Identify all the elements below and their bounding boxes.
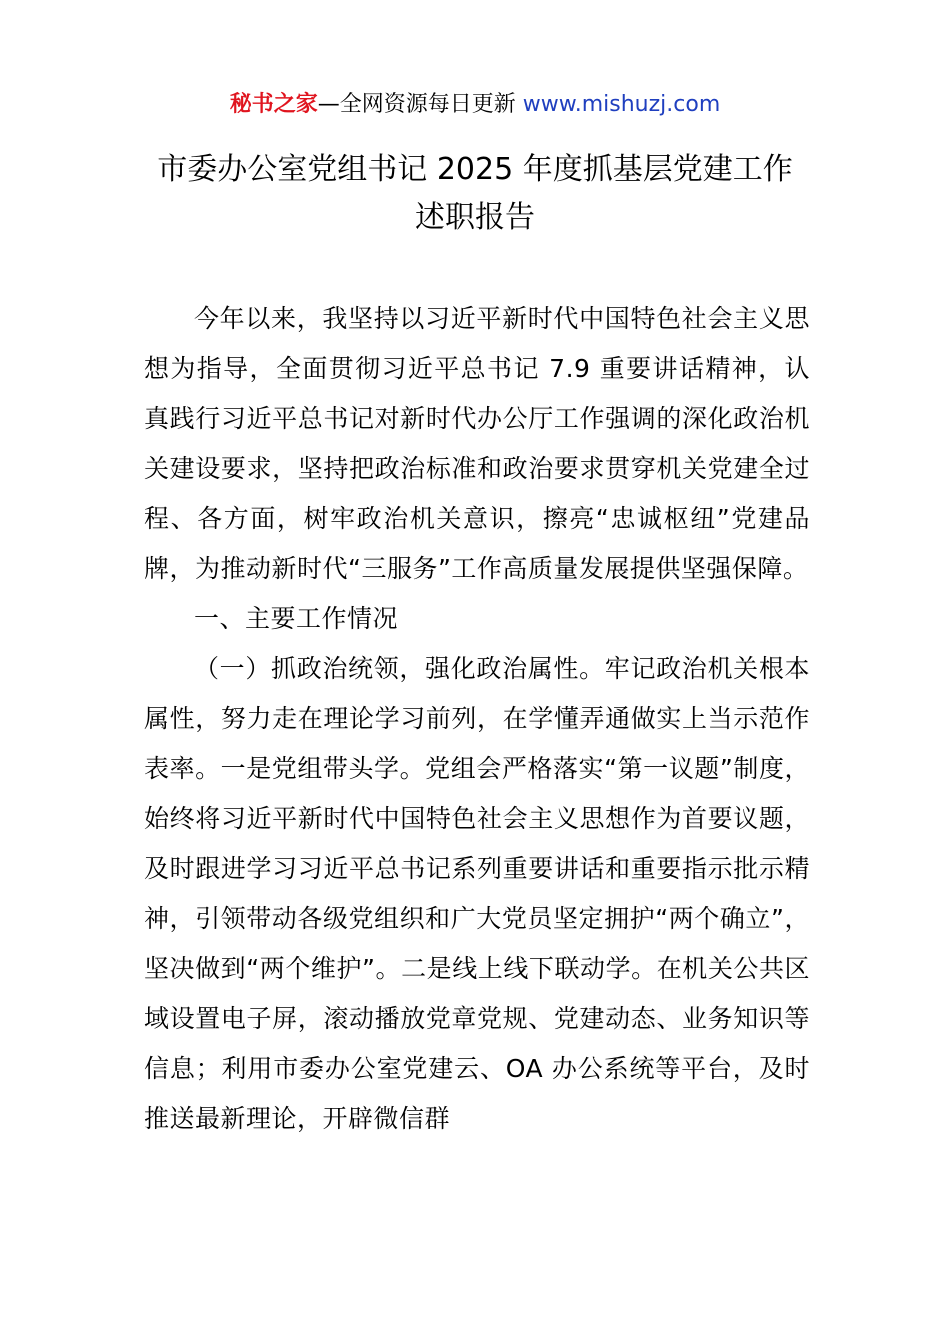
site-header xyxy=(0,88,950,122)
intro-paragraph: 今年以来，我坚持以习近平新时代中国特色社会主义思想为指导，全面贯彻习近平总书记 7.9 重要讲话精神，认真践行习近平总书记对新时代办公厅工作强调的深化政治机关建设要求，坚持把政治标准和政治要求贯穿机关党建全过程、各方面，树牢政治机关意识，擦亮“忠诚枢纽”党建品牌，为推动新时代“三服务”工作高质量发展提供坚强保障。 xyxy=(144,304,810,583)
body-paragraph: （一）抓政治统领，强化政治属性。牢记政治机关根本属性，努力走在理论学习前列，在学懂弄通做实上当示范作表率。一是党组带头学。党组会严格落实“第一议题”制度，始终将习近平新时代中国特色社会主义思想作为首要议题，及时跟进学习习近平总书记系列重要讲话和重要指示批示精神，引领带动各级党组织和广大党员坚定拥护“两个确立”，坚决做到“两个维护”。二是线上线下联动学。在机关公共区域设置电子屏，滚动播放党章党规、党建动态、业务知识等信息；利用市委办公室党建云、OA 办公系统等平台，及时推送最新理论，开辟微信群 xyxy=(144,654,810,1133)
title-line-1: 市委办公室党组书记 2025 年度抓基层党建工作 xyxy=(157,152,793,187)
section-heading: 一、主要工作情况 xyxy=(194,604,399,633)
title-line-2: 述职报告 xyxy=(415,200,535,235)
brand-name: 秘书之家 xyxy=(229,92,318,117)
site-url-link[interactable]: www.mishuzj.com xyxy=(522,92,721,117)
site-tagline: —全网资源每日更新 xyxy=(317,92,523,117)
document-title xyxy=(100,146,850,242)
document-body xyxy=(144,294,810,1144)
